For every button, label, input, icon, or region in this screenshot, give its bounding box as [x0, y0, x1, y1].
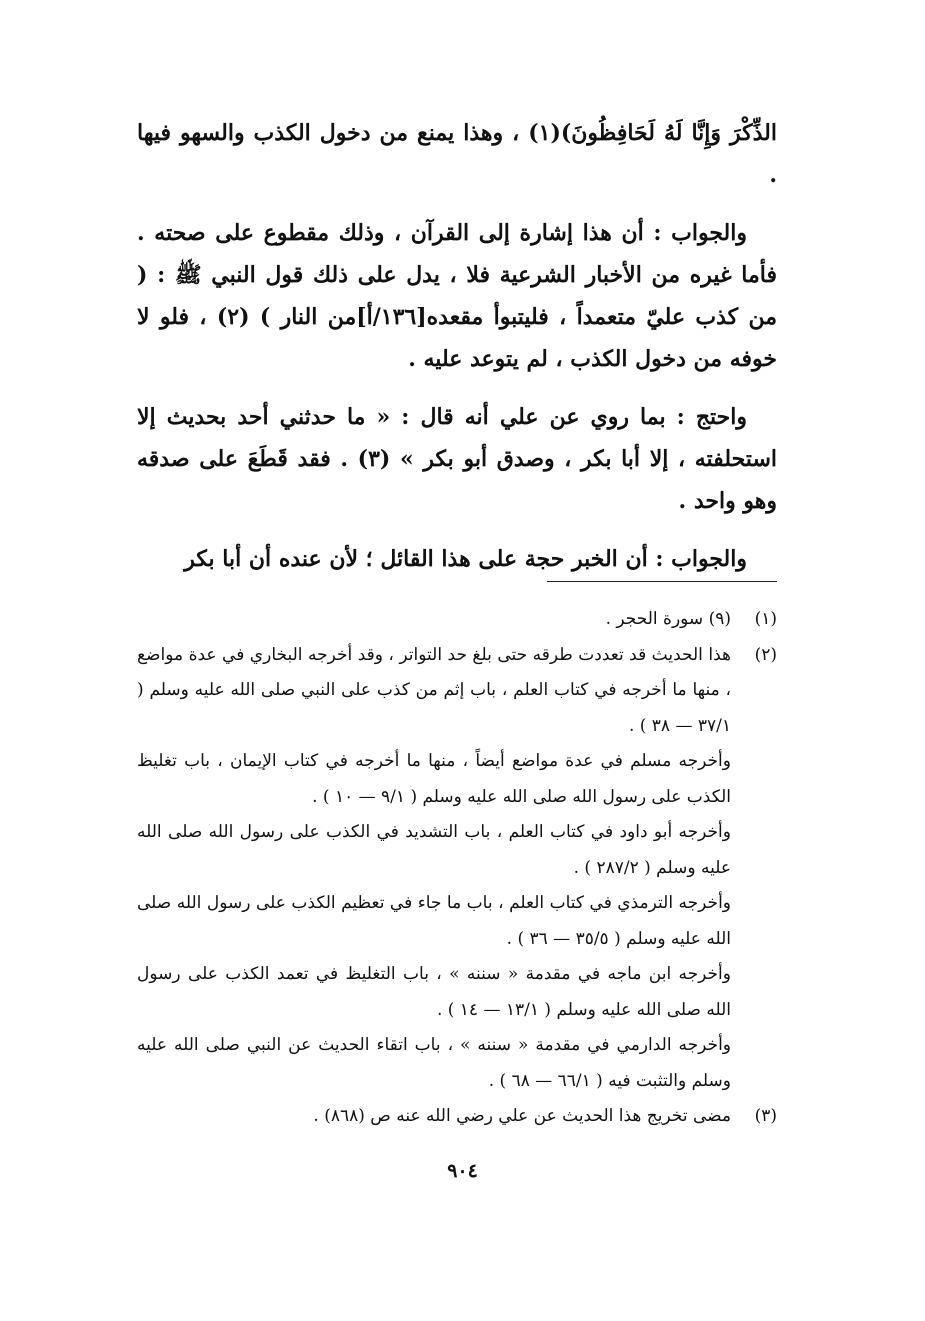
footnote-line: وأخرجه الدارمي في مقدمة « سننه » ، باب اتقاء الحديث عن النبي صلى الله عليه وسلم والتثبت فيه ( ٦٦/١ — ٦٨ ) .: [137, 1035, 731, 1091]
footnote-number: (١): [754, 609, 777, 629]
footnote-line: هذا الحديث قد تعددت طرقه حتى بلغ حد التواتر ، وقد أخرجه البخاري في عدة مواضع ، منها ما أخرجه في كتاب العلم ، باب إثم من كذب على النبي صلى الله عليه وسلم ( ٣٧/١ — ٣٨ ) .: [137, 644, 731, 736]
footnote-line: وأخرجه أبو داود في كتاب العلم ، باب التشديد في الكذب على رسول الله صلى الله عليه وسلم ( ٢٨٧/٢ ) .: [137, 822, 731, 878]
footnote-number: (٢): [754, 644, 777, 665]
footnote-line: وأخرجه مسلم في عدة مواضع أيضاً ، منها ما أخرجه في كتاب الإيمان ، باب تغليظ الكذب على رسول الله صلى الله عليه وسلم ( ٩/١ — ١٠ ) .: [137, 751, 731, 807]
paragraph-1: الذِّكْرَ وَإِنَّا لَهُ لَحَافِظُونَ)(١) ، وهذا يمنع من دخول الكذب والسهو فيها .: [137, 120, 777, 188]
paragraph-4: [137, 538, 777, 580]
footnote-number: (٣): [754, 1106, 777, 1126]
footnote-line: وأخرجه الترمذي في كتاب العلم ، باب ما جاء في تعظيم الكذب على رسول الله صلى الله عليه وسلم ( ٣٥/٥ — ٣٦ ) .: [137, 893, 732, 949]
footnote-2: [137, 638, 777, 1100]
footnotes: [137, 602, 777, 1135]
footnote-text: [137, 638, 731, 1100]
footnote-text: مضى تخريج هذا الحديث عن علي رضي الله عنه ص (٨٦٨) .: [313, 1106, 731, 1126]
footnote-3: [137, 1099, 777, 1135]
paragraph-2: [137, 212, 777, 380]
paragraph-2-text: والجواب : أن هذا إشارة إلى القرآن ، وذلك مقطوع على صحته . فأما غيره من الأخبار الشرعية فلا ، يدل على ذلك قول النبي ﷺ : ( من كذب عليّ متعمداً ، فليتبوأ مقعده[١٣٦/أ]من النار ) (٢) ، فلو لا خوفه من دخول الكذب ، لم يتوعد عليه .: [137, 220, 778, 372]
footnote-separator: [547, 581, 777, 582]
footnote-1: [137, 602, 777, 638]
paragraph-4-text: والجواب : أن الخبر حجة على هذا القائل ؛ لأن عنده أن أبا بكر: [184, 546, 747, 572]
main-text: [137, 112, 777, 596]
footnote-text: (٩) سورة الحجر .: [605, 609, 731, 629]
paragraph-3: [137, 396, 777, 522]
footnote-line: وأخرجه ابن ماجه في مقدمة « سننه » ، باب التغليظ في تعمد الكذب على رسول الله صلى الله عليه وسلم ( ١٣/١ — ١٤ ) .: [137, 964, 731, 1020]
paragraph-3-text: واحتج : بما روي عن علي أنه قال : « ما حدثني أحد بحديث إلا استحلفته ، إلا أبا بكر ، وصدق أبو بكر » (٣) . فقد قَطَعَ على صدقه وهو واحد .: [137, 404, 777, 514]
page-number: ٩٠٤: [447, 1160, 478, 1182]
